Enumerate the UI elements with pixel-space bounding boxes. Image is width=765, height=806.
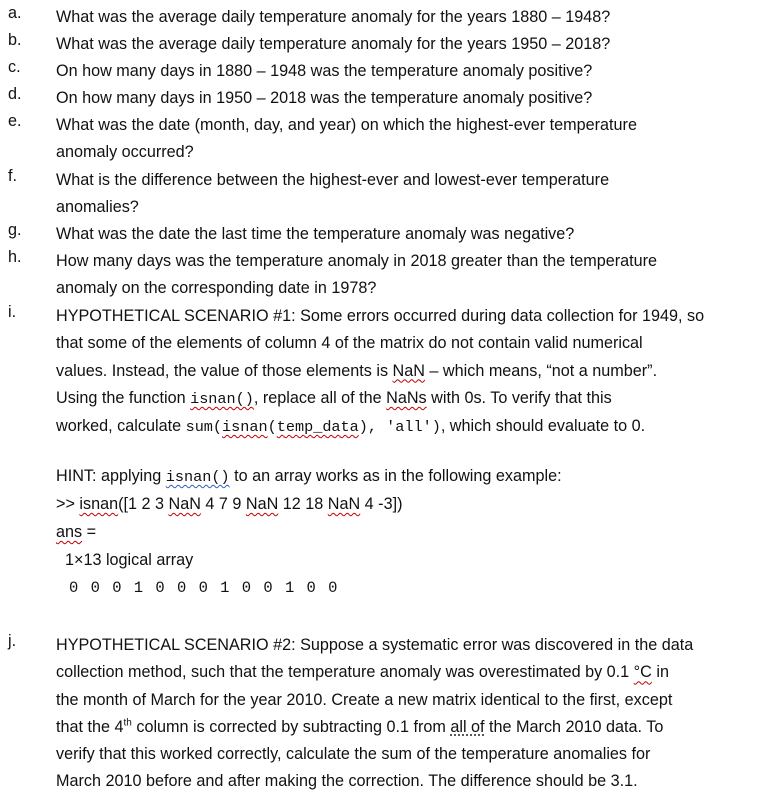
result-value: 0 [90,579,100,597]
example-text: 12 18 [278,495,328,513]
question-label: a. [8,4,22,22]
sum-code [186,418,441,436]
question-text: What was the date the last time the temperature anomaly was negative? [56,225,575,243]
ans-equals: = [82,523,97,541]
question-text-line: anomalies? [56,198,139,217]
question-label: h. [8,248,22,266]
code-fragment: ( [267,418,277,437]
prompt: >> [56,495,80,513]
question-text-line: in [651,663,669,682]
question-text: On how many days in 1950 – 2018 was the temperature anomaly positive? [56,89,593,107]
result-value: 0 [198,579,208,597]
result-value: 0 [69,579,79,597]
question-label: j. [8,632,17,650]
question-text-line: worked, calculate [56,417,186,436]
question-label: b. [8,31,22,49]
result-value: 0 [328,579,338,597]
result-value: 0 [112,579,122,597]
code-fragment: sum( [185,418,223,437]
question-text: On how many days in 1880 – 1948 was the temperature anomaly positive? [56,62,593,80]
unit-celsius: °C [633,663,652,682]
code-fragment: ), 'all') [358,418,441,437]
question-text-line: , which should evaluate to 0. [440,417,646,436]
hint-text: to an array works as in the following example: [229,467,562,485]
example-text: 4 -3]) [360,495,403,513]
question-text-line: values. Instead, the value of those elements is [56,361,393,380]
question-text-line: column is corrected by subtracting 0.1 from [131,717,451,736]
question-text [56,112,756,167]
example-text: 4 7 9 [200,495,246,513]
example-nan: NaN [327,495,361,513]
isnan-code: isnan() [165,468,230,486]
question-label: g. [8,221,22,239]
question-text-line: , replace all of the [253,388,387,407]
nan-keyword: NaN [392,361,425,380]
question-text-line: that the 4 [56,717,124,736]
question-text-line: HYPOTHETICAL SCENARIO #1: Some errors occurred during data collection for 1949, so [56,307,705,325]
question-text-line: – which means, “not a number”. [424,361,658,380]
code-fragment: isnan [222,418,268,437]
nans-keyword: NaNs [386,388,427,407]
question-text: What was the average daily temperature anomaly for the years 1880 – 1948? [56,8,611,26]
question-text-line: What is the difference between the highest-ever and lowest-ever temperature [56,171,610,189]
result-value: 0 [306,579,316,597]
question-text-line: with 0s. To verify that this [426,388,612,407]
question-text-line: anomaly occurred? [56,143,194,162]
code-fragment: temp_data [276,418,359,437]
question-text-line: verify that this worked correctly, calculate the sum of the temperature anomalies for [56,745,651,764]
example-nan: NaN [168,495,201,513]
result-value: 0 [155,579,165,597]
result-value: 1 [220,579,230,597]
result-value: 0 [241,579,252,597]
question-text [56,167,756,222]
question-text-line: HYPOTHETICAL SCENARIO #2: Suppose a systematic error was discovered in the data [56,636,694,654]
question-text: What was the average daily temperature anomaly for the years 1950 – 2018? [56,35,611,53]
question-text-line: that some of the elements of column 4 of the matrix do not contain valid numerical [56,334,643,353]
example-fn: isnan [79,495,119,513]
question-text-line: collection method, such that the temperature anomaly was overestimated by 0.1 [56,663,634,682]
hint-line [56,467,562,486]
example-text: ([1 2 3 [118,495,169,513]
result-array [69,579,350,597]
array-desc-text: 1×13 logical array [65,551,194,569]
question-label: c. [8,58,21,76]
question-text-line: How many days was the temperature anomaly in 2018 greater than the temperature [56,252,658,270]
question-label: e. [8,112,22,130]
question-text-line: anomaly on the corresponding date in 1978? [56,279,377,298]
question-label: i. [8,303,17,321]
example-nan: NaN [245,495,279,513]
question-text [56,248,756,303]
question-text-line: March 2010 before and after making the correction. The difference should be 3.1. [56,772,638,791]
all-of-emphasis: all of [450,717,485,736]
question-text-line: What was the date (month, day, and year) on which the highest-ever temperature [56,116,637,134]
hint-text: HINT: applying [56,467,166,485]
question-text-line: the month of March for the year 2010. Create a new matrix identical to the first, except [56,690,673,709]
result-value: 0 [263,579,273,597]
question-label: f. [8,167,17,185]
example-command [56,495,402,514]
ans-keyword: ans [56,523,83,541]
result-value: 0 [176,579,187,597]
result-value: 1 [133,579,144,597]
question-text [56,632,756,796]
ordinal-suffix: th [123,717,132,729]
question-text-line: Using the function [56,388,191,407]
ans-line [56,523,96,542]
question-text-line: the March 2010 data. To [484,717,664,736]
isnan-code: isnan() [190,389,254,408]
result-value: 1 [284,579,295,597]
array-description [65,551,193,570]
question-label: d. [8,85,22,103]
question-text [56,303,756,441]
